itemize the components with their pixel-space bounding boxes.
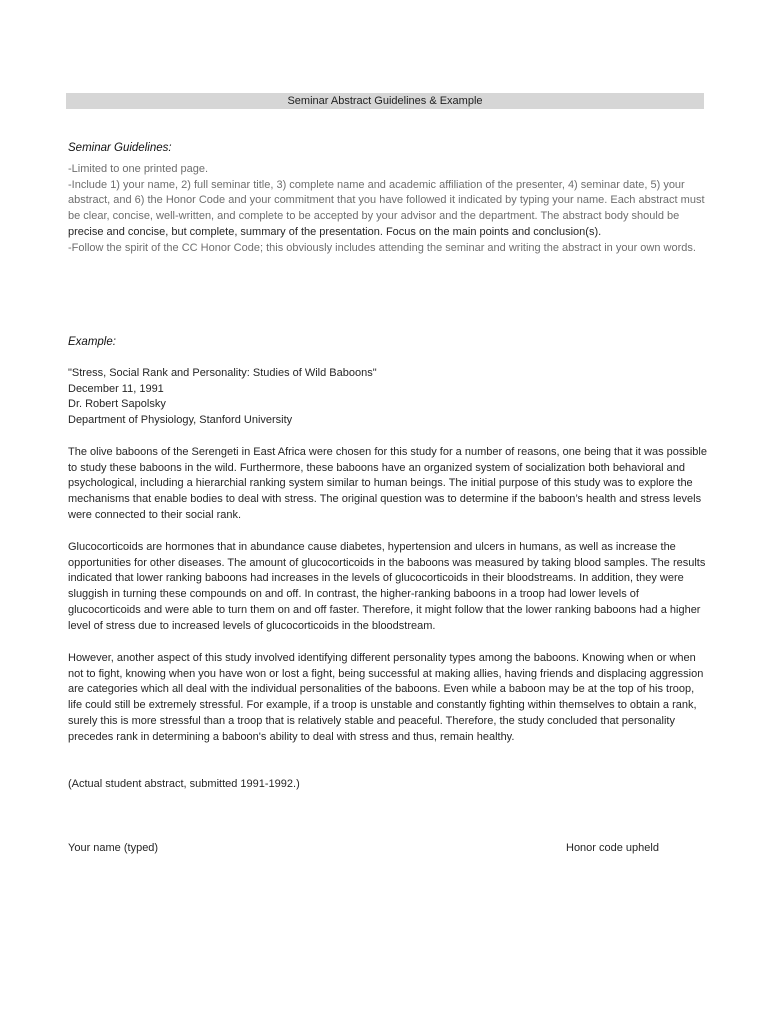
seminar-title: "Stress, Social Rank and Personality: Studies of Wild Baboons": [68, 367, 377, 379]
presenter-name: Dr. Robert Sapolsky: [68, 398, 166, 411]
note-text: (Actual student abstract, submitted 1991-1992.): [68, 778, 300, 790]
abstract-paragraph-3: [68, 651, 708, 745]
guideline-text: -Include 1) your name, 2) full seminar title, 3) complete name and academic affiliation of the presenter, 4) seminar date, 5) your abstract, and 6) the Honor Code and your commitment that you have followed it indicated by typing your name. Each abstract must be clear, concise, well-written, and complete to be accepted by your advisor and the department. The abstract body should be: [68, 178, 705, 223]
guidelines-heading: Seminar Guidelines:: [68, 142, 172, 154]
abstract-note: [68, 777, 708, 793]
example-section: [68, 335, 708, 351]
example-heading: Example:: [68, 336, 116, 348]
guideline-item: [68, 178, 708, 241]
guideline-text-emphasis: precise and concise, but complete, summary of the presentation. Focus on the main points and conclusion(s).: [68, 225, 602, 238]
seminar-date: December 11, 1991: [68, 382, 164, 395]
guidelines-body: [68, 162, 708, 256]
presenter-affiliation: Department of Physiology, Stanford University: [68, 414, 293, 427]
page-title: Seminar Abstract Guidelines & Example: [66, 93, 704, 109]
paragraph-text: However, another aspect of this study involved identifying different personality types among the baboons. Knowing when or when not to fight, knowing when you have won or lost a fight, being successful at making allies, having friends and displacing aggression are categories which all deal with the individual personalities of the baboons. Even while a baboon may be at the top of his troop, life could still be extremely stressful. For example, if a troop is unstable and constantly fighting within themselves to obtain a rank, surely this is more stressful than a troop that is relatively stable and peaceful. Therefore, the study concluded that personality precedes rank in determining a baboon's ability to deal with stress and thus, remain healthy.: [68, 652, 704, 743]
guideline-item: -Limited to one printed page.: [68, 163, 209, 175]
abstract-paragraph-1: [68, 445, 708, 524]
paragraph-text: The olive baboons of the Serengeti in East Africa were chosen for this study for a number of reasons, one being that it was possible to study these baboons in the wild. Furthermore, these baboons have an organized system of socialization both behavioral and psychological, including a hierarchial ranking system similar to human beings. The initial purpose of this study was to explore the mechanisms that enable bodies to deal with stress. The original question was to determine if the baboon’s health and stress levels were connected to their social rank.: [68, 446, 707, 521]
abstract-header: [68, 366, 708, 429]
abstract-paragraph-2: [68, 540, 708, 634]
guideline-item: -Follow the spirit of the CC Honor Code; this obviously includes attending the seminar and writing the abstract in your own words.: [68, 241, 696, 254]
name-signature-label: Your name (typed): [68, 842, 159, 854]
paragraph-text: Glucocorticoids are hormones that in abundance cause diabetes, hypertension and ulcers in humans, as well as increase the opportunities for other diseases. The amount of glucocorticoids in the baboons was measured by taking blood samples. The results indicated that lower ranking baboons had increases in the levels of glucocorticoids in their bloodstreams. In addition, they were sluggish in turning these compounds on and off. In contrast, the higher-ranking baboons in a troop had lower levels of glucocorticoids and were able to turn them on and off faster. Therefore, it might follow that the lower ranking baboons had a higher level of stress due to increased levels of glucocorticoids in the bloodstream.: [68, 541, 706, 632]
honor-code-label: Honor code upheld: [566, 842, 659, 854]
guidelines-section: [68, 141, 708, 157]
